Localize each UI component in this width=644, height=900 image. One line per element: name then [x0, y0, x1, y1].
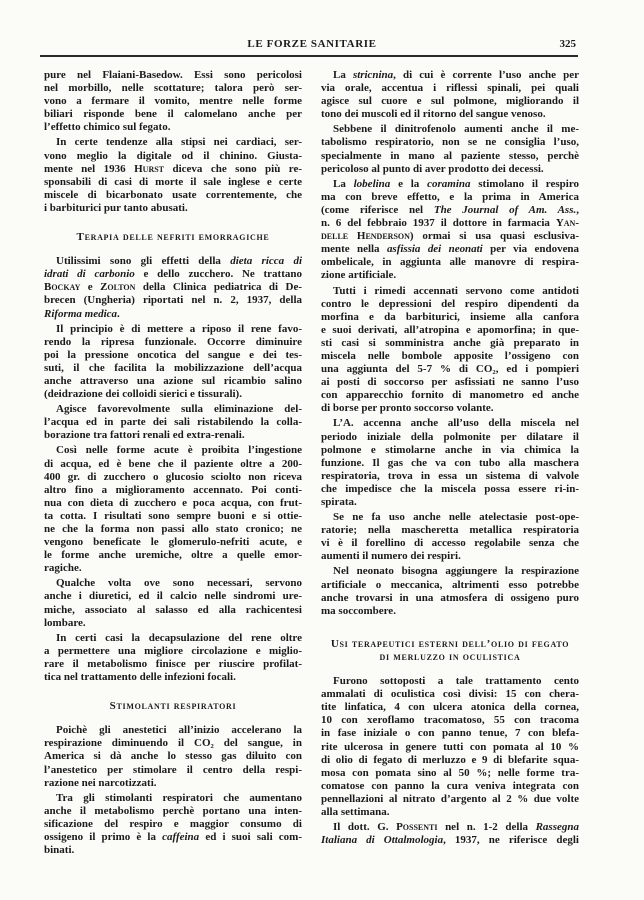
text-run: i barbiturici pur tanto abusati. [44, 201, 188, 214]
text-run: ne che la forma non passi allo stato cronico; ne [44, 523, 302, 535]
text-line [321, 806, 579, 819]
text-line [321, 727, 579, 740]
text-run: Usi terapeutici esterni dell’olio di fegato [330, 637, 570, 650]
text-line [321, 69, 579, 82]
text-run: ai posti di soccorso per asfissiati ne sanno l’uso [321, 376, 579, 389]
text-run: l’anestetico per stimolare il centro della respi- [44, 763, 302, 776]
text-run: Stimolanti respiratori [109, 700, 237, 713]
text-run: e dello zucchero. Ne trattano [134, 268, 302, 281]
text-line [44, 645, 302, 658]
text-run: della Clinica pediatrica di De- [135, 281, 302, 294]
text-run: Agisce favorevolmente sulla eliminazione del- [56, 403, 302, 416]
section-heading [44, 700, 302, 713]
text-run: La [333, 177, 354, 190]
text-run: agisce sul cuore e sul polmone, migliorando il [321, 95, 579, 108]
text-line [44, 604, 302, 617]
text-line [321, 550, 579, 563]
text-run: e suoi derivati, all’atropina e apomorfina; in que- [321, 323, 579, 336]
text-run: respiratoria, trova in essa un sistema di valvole [321, 469, 579, 482]
text-line [321, 605, 579, 618]
italic-text: stricnina [352, 69, 394, 81]
paragraph [44, 577, 302, 629]
text-line [321, 537, 579, 550]
text-run: , 1937, ne riferisce degli [443, 834, 579, 847]
text-line [44, 202, 302, 215]
text-run: ragiche. [44, 562, 82, 575]
text-line [321, 136, 579, 149]
text-run: di acqua, ed è bene che il paziente oltre a 200- [44, 457, 302, 470]
text-run: miscela nelle bombole apposite l’ossigeno con [321, 349, 579, 362]
author-name-smallcaps: Bockay [44, 281, 81, 294]
text-line [321, 324, 579, 337]
text-line [44, 82, 302, 95]
text-run: in fase iniziale o con panno tenue, 7 con blefa- [321, 727, 579, 740]
section-heading [321, 638, 579, 664]
text-run: , di cui è corrente l’uso anche per [393, 69, 579, 81]
text-run: In certi casi la decapsulazione del rene oltre [56, 631, 302, 644]
italic-text: The Journal of Am. Ass. [433, 203, 577, 216]
text-line [44, 176, 302, 189]
text-line [321, 376, 579, 389]
text-run: tica nel trattamento delle infezioni focali. [44, 671, 236, 684]
text-line [44, 724, 302, 737]
text-line [44, 429, 302, 442]
text-line [44, 844, 302, 857]
text-line [44, 632, 302, 645]
text-run: una aggiunta del 5-7 % di CO₂, ed i pompieri [321, 363, 579, 376]
text-run: di merluzzo in oculistica [379, 650, 521, 663]
text-line [44, 294, 302, 307]
text-run: e [80, 281, 101, 294]
text-run: vono a fermare il vomito, mentre nelle forme [44, 95, 302, 108]
text-line [44, 231, 302, 244]
italic-text: Riforma medica [44, 307, 118, 320]
author-name-smallcaps: Hurst [134, 162, 165, 175]
text-run: razione nei narcotizzati. [44, 776, 157, 789]
text-line [321, 638, 579, 651]
text-line [321, 688, 579, 701]
text-run: Il principio è di mettere a riposo il rene favo- [56, 322, 302, 335]
paragraph [44, 323, 302, 402]
italic-text: lobelina [353, 177, 391, 190]
author-name-smallcaps: Yan- [555, 217, 579, 230]
text-line [321, 821, 579, 834]
text-line [44, 136, 302, 149]
text-line [44, 658, 302, 671]
text-run: ombelicale, in aggiunta alle manovre di respira- [321, 256, 579, 269]
text-line [321, 191, 579, 204]
text-run: le forme anche uremiche, oltre a quelle emor- [44, 549, 302, 562]
text-run: Tutti i rimedi accennati servono come antidoti [333, 284, 579, 297]
text-line [321, 217, 579, 230]
text-line [44, 268, 302, 281]
text-line [321, 834, 579, 847]
paragraph [44, 444, 302, 575]
text-run: mente nel 1936 [44, 162, 135, 175]
text-line [321, 123, 579, 136]
text-line [44, 750, 302, 763]
text-run: ) ormai si usa quasi esclusiva- [409, 230, 579, 243]
paragraph [44, 255, 302, 320]
text-run: L’A. accenna anche all’uso della miscela nel [333, 417, 579, 430]
text-run: polmone e stimolarne anche in via chimica la [321, 443, 579, 456]
author-name-smallcaps: Zolton [100, 281, 136, 294]
text-run: vi è il forellino di accesso regolabile senza che [321, 537, 579, 550]
text-line [44, 255, 302, 268]
text-line [321, 298, 579, 311]
text-run: sponsabili di casi di morte il sale inglese e certe [44, 175, 302, 188]
text-line [321, 178, 579, 191]
text-run: a permettere una migliore circolazione e miglio- [44, 644, 302, 657]
author-name-smallcaps: delle Henderson [321, 230, 410, 243]
text-run: artificiale o meccanica, altrimenti esso potrebbe [321, 578, 579, 591]
paragraph [44, 403, 302, 442]
text-run: anche il metabolismo perchè portano una inten- [44, 804, 302, 817]
text-run: altro fino a miglioramento accennato. Poi conti- [44, 483, 302, 496]
author-name-smallcaps: Possenti [396, 821, 438, 834]
text-line [321, 675, 579, 688]
text-line [321, 350, 579, 363]
text-run: rendo la ripresa funzionale. Occorre diminuire [44, 335, 302, 348]
text-run: sificazione del respiro e maggior consumo di [44, 817, 302, 830]
running-header-title: LE FORZE SANITARIE [247, 38, 377, 50]
text-line [321, 511, 579, 524]
text-line [44, 792, 302, 805]
text-line [321, 82, 579, 95]
page-number: 325 [559, 38, 576, 50]
text-line [321, 337, 579, 350]
text-run: La [333, 69, 353, 81]
text-run: ma con breve effetto, e la prima in America [321, 190, 579, 203]
text-line [321, 651, 579, 664]
text-run: ed i suoi sali com- [199, 830, 302, 843]
text-run: l’effetto chimico sul fegato. [44, 121, 171, 134]
text-run: via orale, accentua i riflessi spinali, pei quali [321, 82, 579, 95]
text-line [44, 671, 302, 684]
text-run: contro le depressioni del respiro dipendenti da [321, 297, 579, 310]
text-line [321, 204, 579, 217]
text-run: miscele di bicarbonato usate correntemente, che [44, 188, 302, 201]
text-line [44, 831, 302, 844]
text-run: borazione tra fattori renali ed extra-renali. [44, 429, 245, 442]
text-run: Furono sottoposti a tale trattamento cento [333, 675, 579, 688]
text-run: alla settimana. [321, 805, 390, 818]
text-run: Poichè gli anestetici all’inizio accelerano la [56, 724, 302, 737]
text-run: Utilissimi sono gli effetti della [56, 255, 231, 268]
text-line [321, 524, 579, 537]
text-run: periodo iniziale della polmonite per dilatare il [321, 430, 579, 443]
text-line [44, 121, 302, 134]
text-run: Sebbene il dinitrofenolo aumenti anche il me- [333, 123, 579, 136]
text-line [44, 281, 302, 294]
text-run: zione artificiale. [321, 269, 397, 282]
text-line [321, 311, 579, 324]
text-run: funzione. Il gas che va con tubo alla maschera [321, 456, 579, 469]
text-run: Se ne fa uso anche nelle atelectasie post-ope- [333, 511, 579, 524]
text-line [321, 767, 579, 780]
text-run: mente nella [321, 243, 387, 256]
section-heading [44, 231, 302, 244]
text-line [321, 389, 579, 402]
paragraph [44, 724, 302, 789]
text-line [44, 805, 302, 818]
text-line [321, 363, 579, 376]
text-run: poi la pressione oncotica del sangue e dei tes- [44, 348, 302, 361]
text-line [321, 269, 579, 282]
text-line [321, 457, 579, 470]
text-run: respirazione diminuendo il CO₂ del sangue, in [44, 737, 302, 750]
text-line [44, 562, 302, 575]
text-run: tite linfatica, 4 con ulcera atonica della cornea, [321, 701, 579, 714]
text-line [44, 323, 302, 336]
text-line [44, 336, 302, 349]
text-line [44, 497, 302, 510]
text-line [44, 388, 302, 401]
text-run: (deidrazione dei colloidi sierici e tissurali). [44, 388, 242, 401]
text-line [44, 444, 302, 457]
text-run: e la [390, 177, 428, 190]
text-line [321, 256, 579, 269]
italic-text: caffeina [162, 830, 200, 843]
text-line [321, 230, 579, 243]
text-line [44, 617, 302, 630]
text-run: biliari risponde bene il calomelano anche per [44, 108, 302, 121]
text-run: di olio di fegato di merluzzo e 9 di blefarite squa- [321, 753, 579, 766]
text-line [44, 523, 302, 536]
text-run: In certe tendenze alla stipsi nei cardiaci, ser- [56, 136, 302, 149]
text-run: . [117, 307, 120, 320]
text-run: Qualche volta ove sono necessari, servono [56, 577, 302, 590]
text-run: Così nelle forme acute è proibita l’ingestione [56, 444, 302, 457]
paragraph [44, 136, 302, 215]
text-line [44, 150, 302, 163]
text-line [44, 484, 302, 497]
text-line [44, 536, 302, 549]
text-run: per via endovena [482, 243, 580, 256]
text-line [44, 777, 302, 790]
text-line [44, 163, 302, 176]
text-run: miche, associato al salasso ed alla rachicentesi [44, 603, 302, 616]
text-run: suti, il che facilita la mobilizzazione dell’acqua [44, 361, 302, 374]
text-line [321, 243, 579, 256]
text-line [321, 431, 579, 444]
text-line [44, 308, 302, 321]
text-line [321, 701, 579, 714]
text-run: Terapia delle nefriti emorragiche [76, 231, 270, 244]
paragraph [321, 565, 579, 617]
text-line [321, 285, 579, 298]
text-line [321, 108, 579, 121]
text-line [44, 737, 302, 750]
text-line [321, 95, 579, 108]
text-line [321, 592, 579, 605]
text-line [321, 470, 579, 483]
text-run: rare il metabolismo finisce per riuscire profilat- [44, 657, 302, 670]
text-run: ammalati di oculistica così divisi: 15 con chera- [321, 688, 579, 701]
text-run: diceva che sono più re- [164, 162, 302, 175]
italic-text: Italiana di Ottalmologia [321, 834, 444, 847]
paragraph [321, 821, 579, 847]
left-column [44, 69, 302, 859]
text-run: pericoloso al punto di aver prodotto dei decessi. [321, 162, 544, 175]
text-run: Nel neonato bisogna aggiungere la respirazione [333, 565, 579, 578]
text-run: spirata. [321, 496, 357, 508]
text-run: specialmente in mano al paziente stesso, perchè [321, 149, 579, 162]
paragraph [321, 123, 579, 175]
text-run: di borse per pronto soccorso volante. [321, 402, 494, 415]
text-run: vengono beneficate le glomerulo-nefriti acute, e [44, 536, 302, 549]
paragraph [44, 69, 302, 134]
text-line [321, 714, 579, 727]
text-run: sti casi si somministra anche già preparato in [321, 336, 579, 349]
text-run: anche i diuretici, ed il calcio nelle sindromi ure- [44, 590, 302, 603]
text-line [321, 150, 579, 163]
text-line [44, 375, 302, 388]
italic-text: coramina [427, 177, 471, 190]
text-line [44, 471, 302, 484]
text-line [321, 793, 579, 806]
text-run: (come riferisce nel [321, 203, 434, 216]
text-line [321, 579, 579, 592]
text-line [44, 549, 302, 562]
text-run: America si dà anche lo stesso gas diluito con [44, 750, 302, 763]
text-run: rite ulcerosa in genere tutti con pomata al 10 % [321, 740, 579, 753]
text-line [321, 402, 579, 415]
text-run: aumenti il numero dei respiri. [321, 550, 461, 563]
text-run: ratorie; nella mascheretta metallica respiratoria [321, 524, 579, 537]
text-line [44, 189, 302, 202]
text-run: pure nel Flaiani-Basedow. Essi sono pericolosi [44, 69, 302, 81]
paragraph [321, 511, 579, 563]
text-line [44, 577, 302, 590]
paragraph [321, 69, 579, 121]
text-line [321, 163, 579, 176]
paragraph [321, 285, 579, 416]
text-run: ma soccombere. [321, 604, 396, 617]
text-run: anche attraverso una azione sul ricambio salino [44, 374, 302, 387]
italic-text: idrati di carbonio [44, 268, 135, 281]
text-line [321, 780, 579, 793]
text-run: con apparecchio fornito di manometro ed anche [321, 389, 579, 402]
text-run: , [576, 203, 579, 216]
text-line [44, 69, 302, 82]
right-column [321, 69, 579, 849]
text-line [44, 416, 302, 429]
text-line [321, 444, 579, 457]
text-line [44, 818, 302, 831]
text-run: comatose con panno la cura veniva integrata con [321, 779, 579, 792]
text-line [44, 590, 302, 603]
text-line [44, 458, 302, 471]
italic-text: asfissia dei neonati [386, 243, 483, 256]
text-run: morfina e da barbiturici, insieme alla canfora [321, 310, 579, 323]
text-line [44, 510, 302, 523]
text-run: brecen (Ungheria) riportati nel n. 2, 1937, della [44, 294, 302, 307]
text-run: tabolismo respiratorio, non se ne consiglia l’uso, [321, 136, 579, 149]
italic-text: Rassegna [535, 821, 579, 834]
text-line [44, 403, 302, 416]
text-run: pennellazioni al nitrato d’argento al 2 % due volte [321, 792, 579, 805]
text-run: vono meglio la digitale od il chinino. Giusta- [44, 149, 302, 162]
text-run: binati. [44, 844, 75, 857]
text-run: anche trovarsi in una atmosfera di ossigeno puro [321, 591, 579, 604]
text-run: n. 6 del febbraio 1937 il dottore in farmacia [321, 217, 556, 230]
text-run: 400 gr. di zucchero o glucosio sciolto non riceva [44, 470, 302, 483]
text-run: che impedisce che la miscela possa essere ri-in- [321, 482, 579, 495]
text-run: mosa con pomata sino al 50 %; nelle forme tra- [321, 766, 579, 779]
text-run: Tra gli stimolanti respiratori che aumentano [56, 791, 302, 804]
text-run: nua con dieta di zucchero e poca acqua, con frut- [44, 496, 302, 509]
text-run: ossigeno il primo è la [44, 830, 163, 843]
text-line [44, 95, 302, 108]
text-line [321, 496, 579, 509]
text-run: 10 con xeroflamo tracomatoso, 55 con tracoma [321, 714, 579, 727]
text-line [321, 741, 579, 754]
text-run: ta cotta. I risultati sono sempre buoni e si ottie- [44, 509, 302, 522]
text-run: tono dei muscoli ed il ritorno del sangue venoso. [321, 108, 546, 121]
text-line [321, 417, 579, 430]
italic-text: dieta ricca di [230, 255, 302, 268]
paragraph [321, 178, 579, 283]
paragraph [44, 632, 302, 684]
text-run: nel n. 1-2 della [437, 821, 536, 834]
paragraph [321, 675, 579, 819]
text-line [44, 700, 302, 713]
text-line [321, 565, 579, 578]
text-line [44, 764, 302, 777]
text-run: nel morbillo, nelle scottature; talora però ser- [44, 82, 302, 95]
header-rule [40, 55, 578, 57]
text-line [44, 362, 302, 375]
text-run: lombare. [44, 616, 86, 629]
text-line [321, 483, 579, 496]
text-line [44, 108, 302, 121]
text-run: Il dott. G. [333, 821, 397, 834]
text-run: l’acqua ed in parte dei sali ristabilendo la colla- [44, 416, 302, 429]
text-line [44, 349, 302, 362]
paragraph [44, 792, 302, 857]
text-run: stimolano il respiro [470, 177, 579, 190]
paragraph [321, 417, 579, 509]
text-line [321, 754, 579, 767]
